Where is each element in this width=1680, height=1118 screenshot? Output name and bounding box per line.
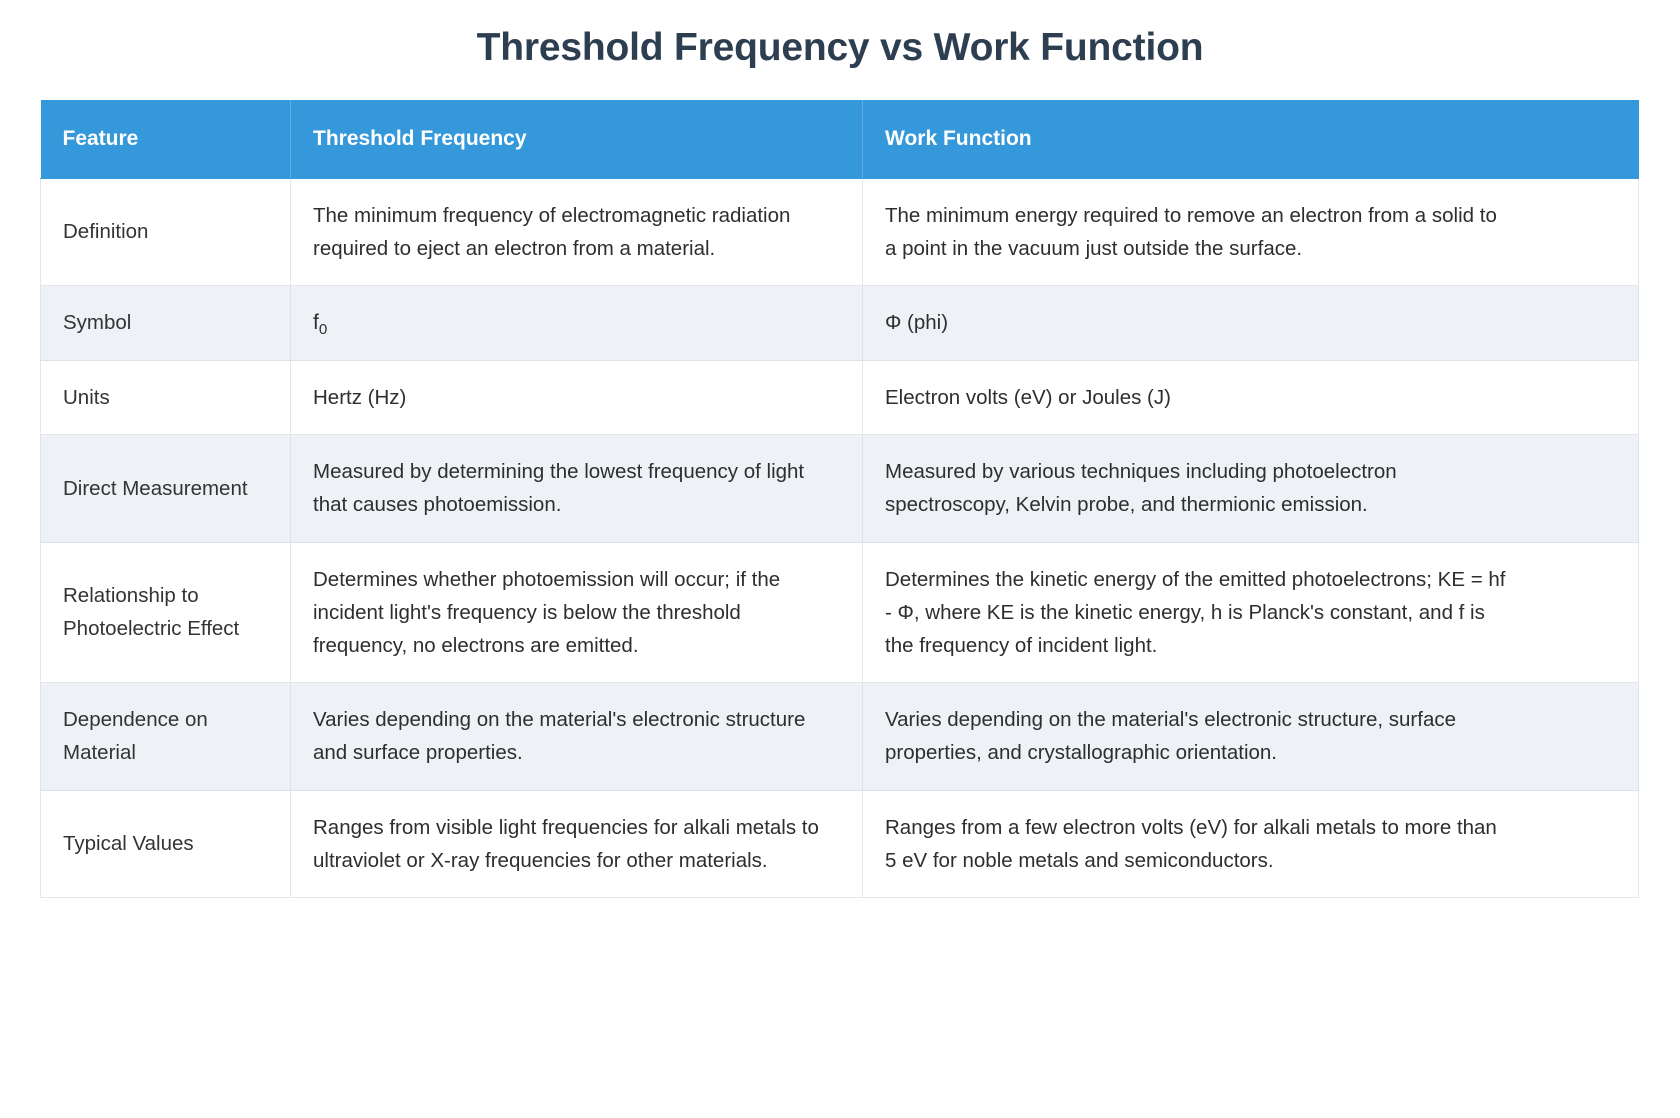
cell-threshold-frequency [291, 435, 863, 542]
table-body [41, 178, 1639, 897]
cell-text: Measured by determining the lowest frequency of light that causes photoemission. [313, 460, 805, 517]
cell-work-function [863, 542, 1639, 683]
cell-feature: Symbol [41, 285, 291, 360]
comparison-table-container [40, 100, 1638, 898]
column-header-feature: Feature [41, 100, 291, 178]
cell-text: Determines the kinetic energy of the emitted photoelectrons; KE = hf - Φ, where KE is the kinetic energy, h is Planck's constant, and f is the frequency of incident light. [885, 567, 1506, 657]
table-header-row [41, 100, 1639, 178]
cell-feature: Direct Measurement [41, 435, 291, 542]
cell-text: Determines whether photoemission will occur; if the incident light's frequency is below the threshold frequency, no electrons are emitted. [313, 567, 781, 657]
cell-work-function [863, 360, 1639, 434]
cell-text: Hertz (Hz) [313, 385, 407, 409]
cell-text: Ranges from a few electron volts (eV) for alkali metals to more than 5 eV for noble metals and semiconductors. [885, 815, 1497, 872]
cell-work-function [863, 285, 1639, 360]
cell-work-function [863, 790, 1639, 897]
cell-threshold-frequency [291, 178, 863, 285]
column-header-threshold-frequency: Threshold Frequency [291, 100, 863, 178]
cell-feature: Dependence on Material [41, 683, 291, 790]
table-row [41, 360, 1639, 434]
cell-text: Ranges from visible light frequencies for alkali metals to ultraviolet or X-ray frequencies for other materials. [313, 815, 819, 872]
cell-text: Measured by various techniques including photoelectron spectroscopy, Kelvin probe, and thermionic emission. [885, 460, 1397, 517]
cell-text: Φ (phi) [885, 311, 949, 335]
page-title: Threshold Frequency vs Work Function [476, 26, 1204, 69]
cell-feature: Relationship to Photoelectric Effect [41, 542, 291, 683]
column-header-work-function: Work Function [863, 100, 1639, 178]
cell-threshold-frequency [291, 683, 863, 790]
table-row [41, 285, 1639, 360]
cell-feature: Definition [41, 178, 291, 285]
cell-text: The minimum frequency of electromagnetic radiation required to eject an electron from a material. [313, 203, 791, 260]
cell-threshold-frequency [291, 285, 863, 360]
cell-feature: Units [41, 360, 291, 434]
table-row [41, 178, 1639, 285]
cell-threshold-frequency [291, 790, 863, 897]
table-row [41, 435, 1639, 542]
cell-text: Varies depending on the material's electronic structure and surface properties. [313, 708, 806, 765]
cell-work-function [863, 178, 1639, 285]
table-row [41, 683, 1639, 790]
table-header [41, 100, 1639, 178]
symbol-threshold-frequency [313, 310, 328, 339]
cell-threshold-frequency [291, 360, 863, 434]
symbol-subscript: 0 [318, 321, 328, 339]
cell-feature: Typical Values [41, 790, 291, 897]
table-row [41, 790, 1639, 897]
comparison-table [40, 100, 1639, 898]
cell-work-function [863, 683, 1639, 790]
cell-work-function [863, 435, 1639, 542]
cell-threshold-frequency [291, 542, 863, 683]
cell-text: The minimum energy required to remove an electron from a solid to a point in the vacuum just outside the surface. [885, 203, 1497, 260]
symbol-base: f [313, 310, 319, 334]
cell-text: Varies depending on the material's electronic structure, surface properties, and crystallographic orientation. [885, 708, 1456, 765]
table-row [41, 542, 1639, 683]
cell-text: Electron volts (eV) or Joules (J) [885, 385, 1171, 409]
